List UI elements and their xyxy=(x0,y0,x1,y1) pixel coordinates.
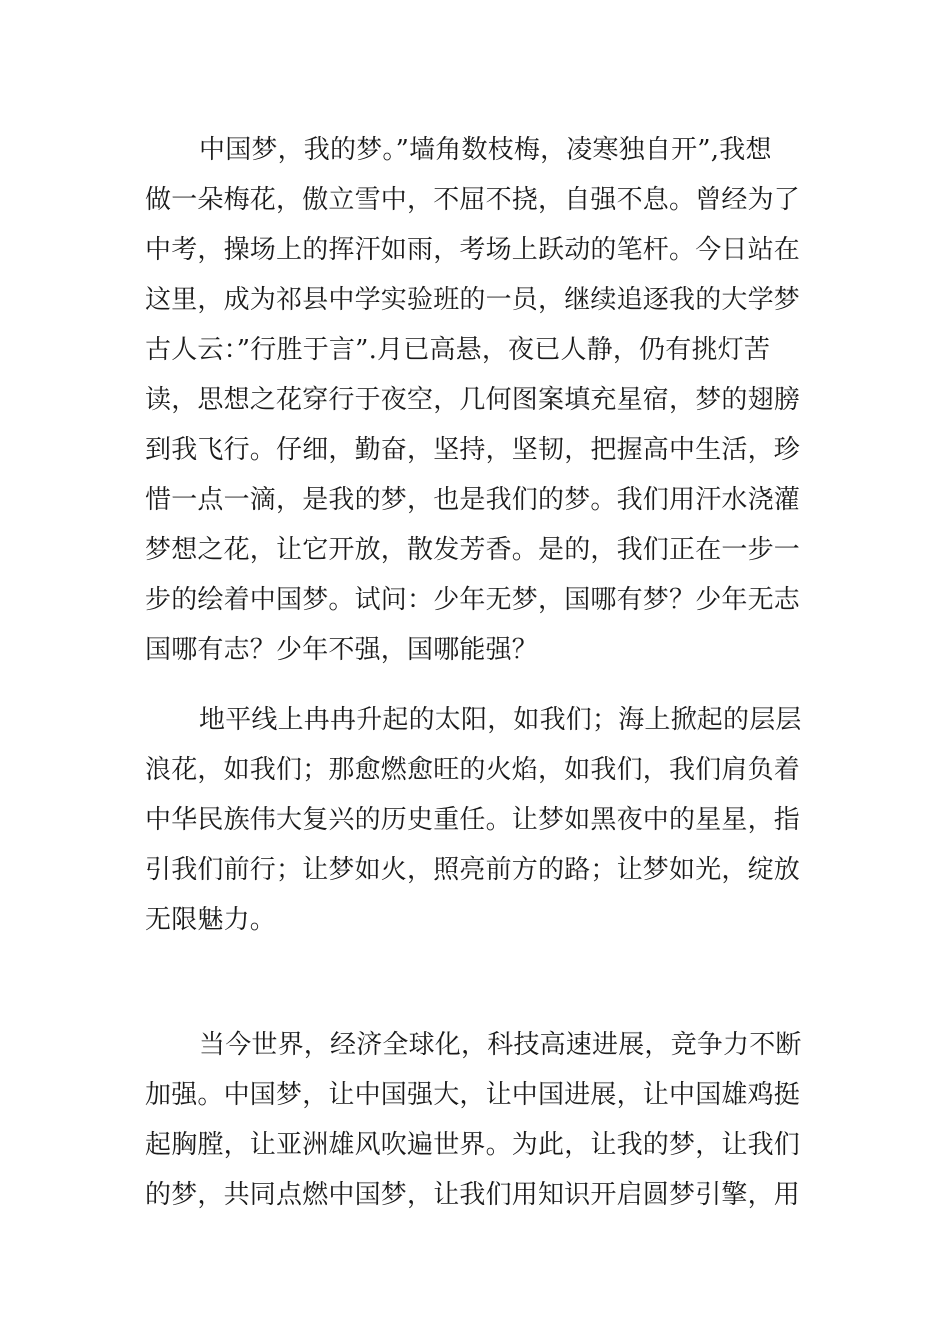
text-line: 梦想之花，让它开放，散发芳香。是的，我们正在一步一 xyxy=(145,535,801,565)
text-line: 无限魅力。 xyxy=(145,905,277,935)
text-line: 中考，操场上的挥汗如雨，考场上跃动的笔杆。今日站在 xyxy=(145,235,801,265)
text-line: 加强。中国梦，让中国强大，让中国进展，让中国雄鸡挺 xyxy=(145,1080,801,1110)
text-line: 惜一点一滴，是我的梦，也是我们的梦。我们用汗水浇灌 xyxy=(145,485,801,515)
text-line: 读，思想之花穿行于夜空，几何图案填充星宿，梦的翅膀 xyxy=(145,385,801,415)
text-line: 这里，成为祁县中学实验班的一员，继续追逐我的大学梦 xyxy=(145,285,801,315)
text-line: 到我飞行。仔细，勤奋，坚持，坚韧，把握高中生活，珍 xyxy=(145,435,801,465)
text-line: 中华民族伟大复兴的历史重任。让梦如黑夜中的星星，指 xyxy=(145,805,801,835)
text-line: 的梦，共同点燃中国梦，让我们用知识开启圆梦引擎，用 xyxy=(145,1180,801,1210)
text-line: 步的绘着中国梦。试问：少年无梦，国哪有梦？少年无志 xyxy=(145,585,801,615)
text-line: 古人云：”行胜于言”.月已高悬，夜已人静，仍有挑灯苦 xyxy=(145,335,771,365)
text-line: 当今世界，经济全球化，科技高速进展，竞争力不断 xyxy=(199,1030,802,1060)
text-line: 做一朵梅花，傲立雪中，不屈不挠，自强不息。曾经为了 xyxy=(145,185,801,215)
paragraph-3 xyxy=(145,1020,825,1220)
text-line: 引我们前行；让梦如火，照亮前方的路；让梦如光，绽放 xyxy=(145,855,801,885)
text-line: 国哪有志？少年不强，国哪能强？ xyxy=(145,635,539,665)
text-line: 浪花，如我们；那愈燃愈旺的火焰，如我们，我们肩负着 xyxy=(145,755,801,785)
text-line: 地平线上冉冉升起的太阳，如我们；海上掀起的层层 xyxy=(199,705,802,735)
paragraph-1 xyxy=(145,125,825,675)
text-line: 中国梦，我的梦。”墙角数枝梅，凌寒独自开”,我想 xyxy=(199,135,772,165)
text-line: 起胸膛，让亚洲雄风吹遍世界。为此，让我的梦，让我们 xyxy=(145,1130,801,1160)
paragraph-2 xyxy=(145,695,825,945)
